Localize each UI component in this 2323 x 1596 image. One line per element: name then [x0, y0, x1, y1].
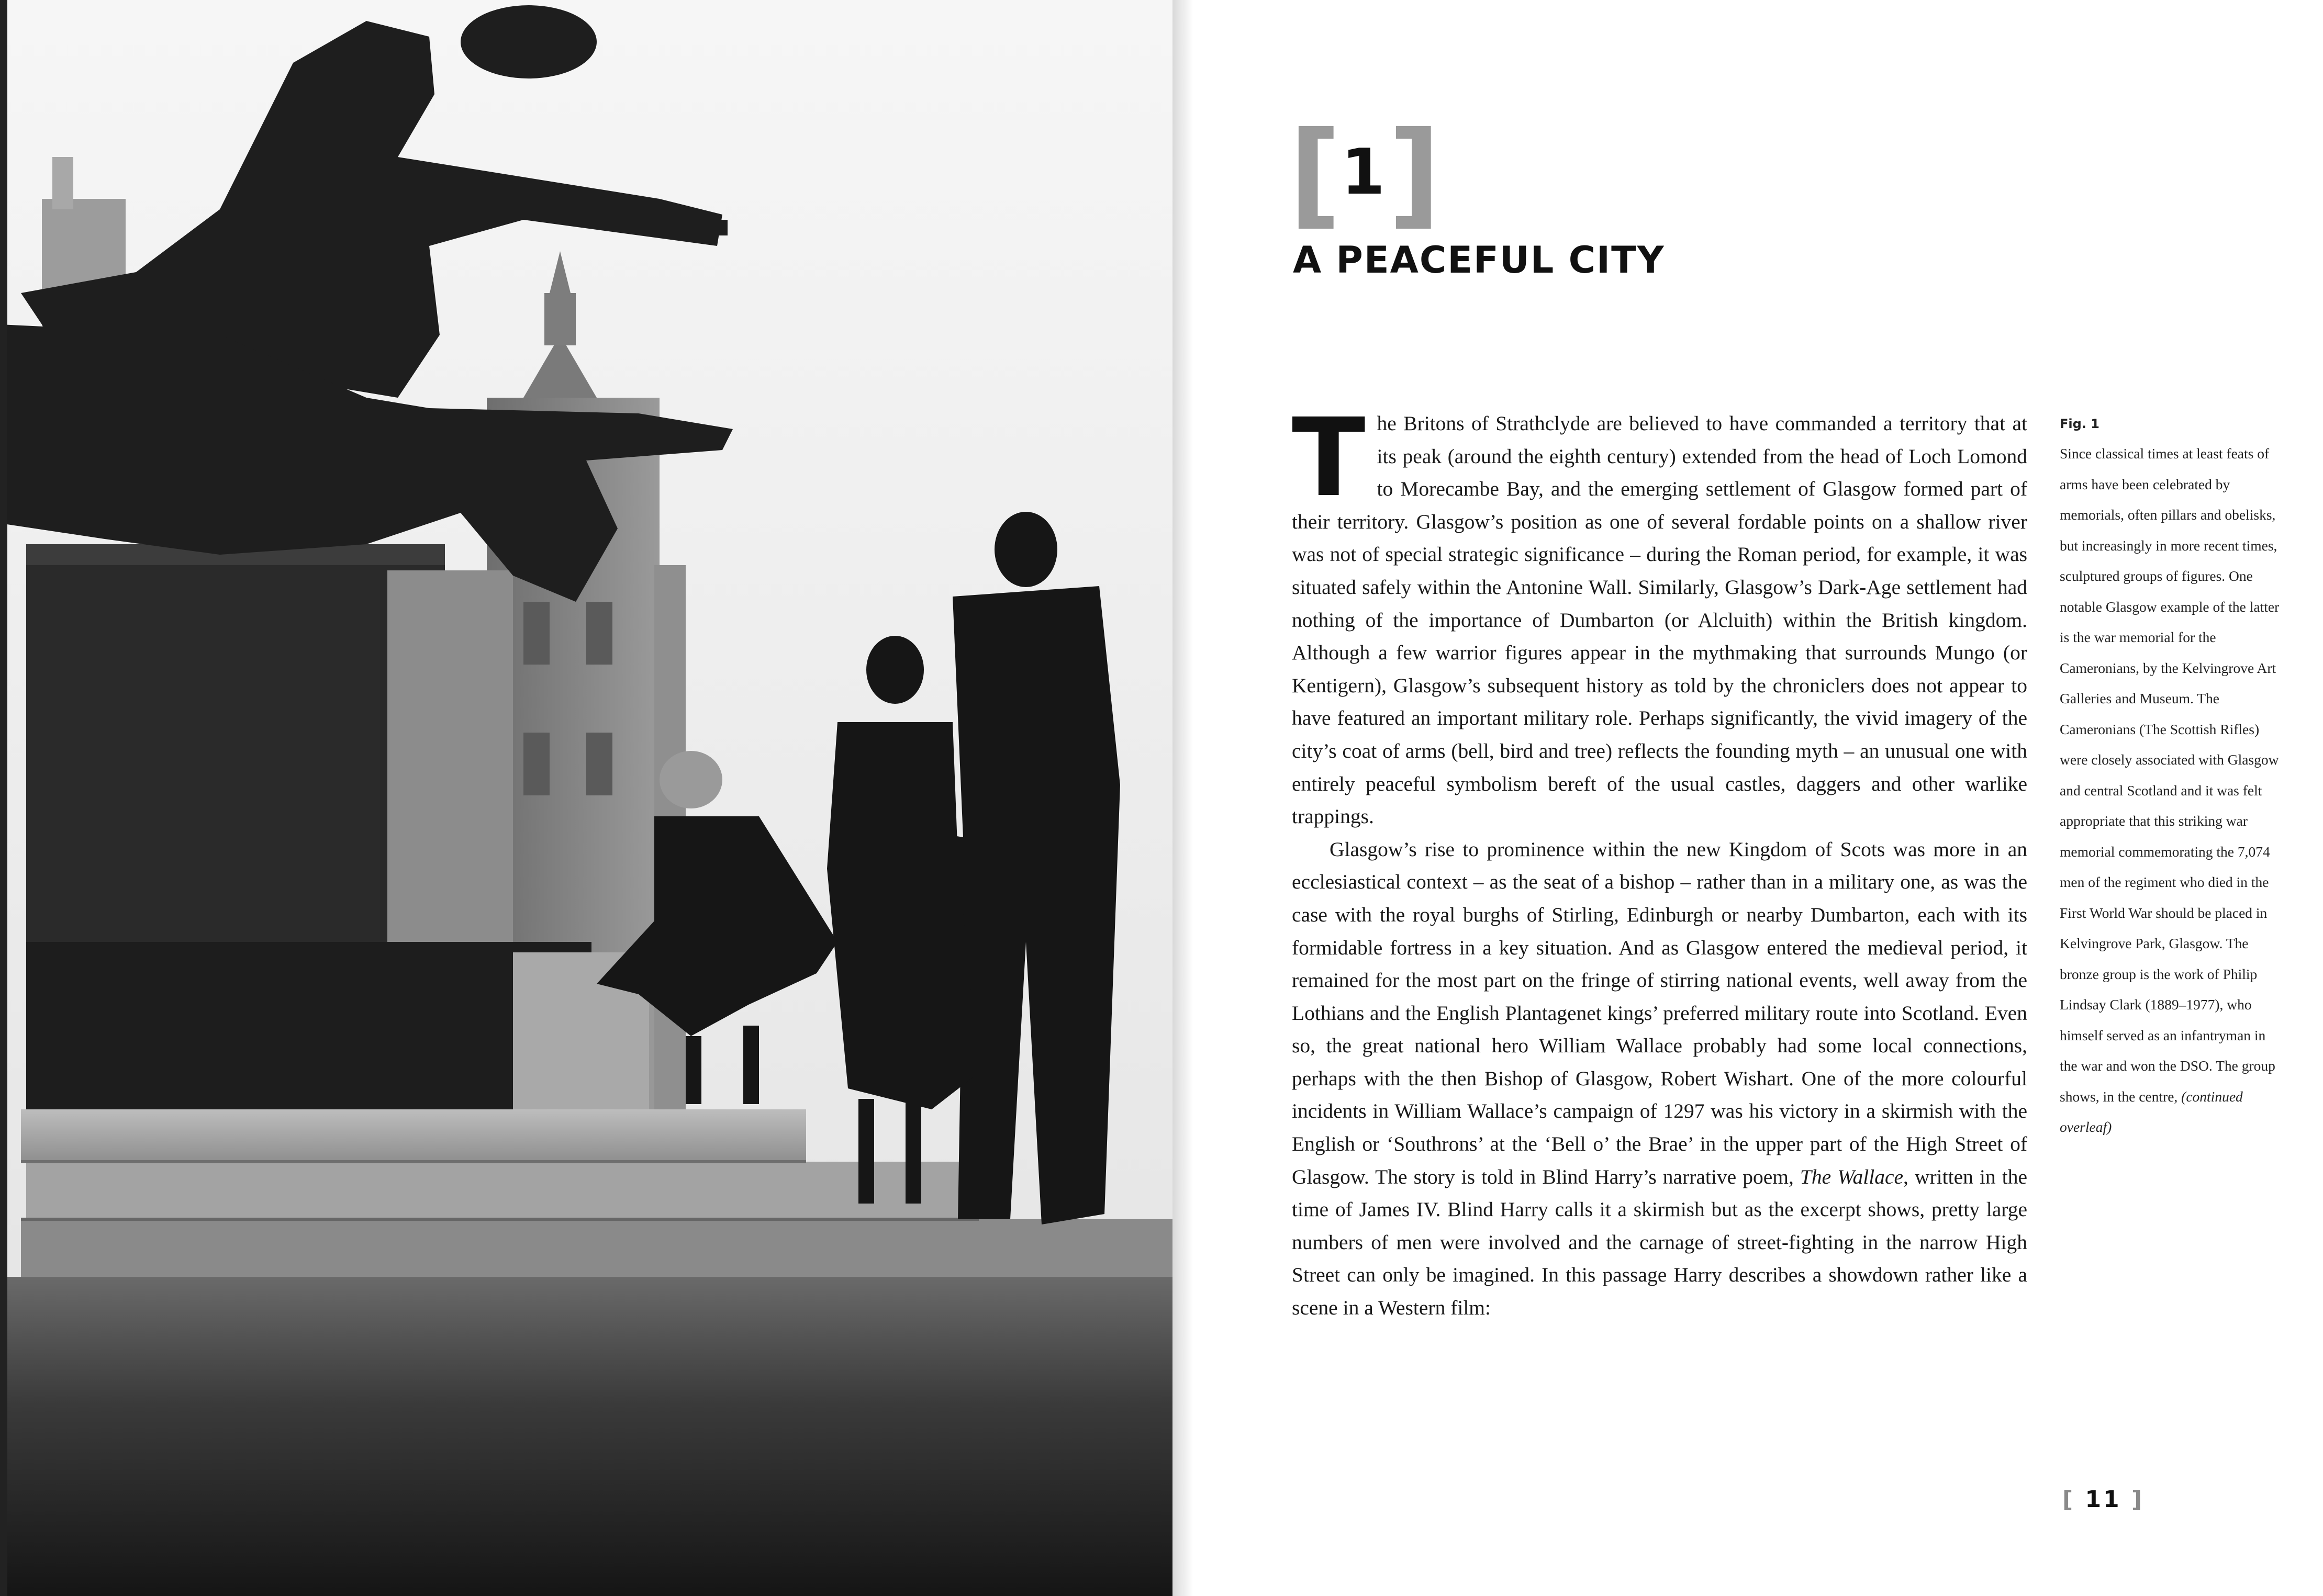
figure-caption-sidebar: [2060, 413, 2285, 1143]
figure-caption: [2060, 439, 2285, 1143]
chapter-title: A PEACEFUL CITY: [1293, 239, 1665, 282]
folio-bracket-close: ]: [2131, 1486, 2145, 1513]
chapter-bracket-open: [: [1289, 107, 1338, 241]
chapter-number: [1289, 107, 1438, 241]
drop-cap: T: [1292, 395, 1366, 521]
paragraph-2: [1292, 833, 2027, 1324]
chapter-bracket-close: ]: [1388, 107, 1438, 241]
page-number: [2062, 1486, 2144, 1513]
paragraph-1-text: he Britons of Strathclyde are believed to have commanded a territory that at its peak (around the eighth century) extended from the head of Loch Lomond to Morecambe Bay, and the emerging settlement of Glasgow formed part of their territory. Glasgow’s position as one of several fordable points on a shallow river was not of special strategic significance – during the Roman period, for example, it was situated safely within the Antonine Wall. Similarly, Glasgow’s Dark-Age settlement had nothing of the importance of Dumbarton (or Alcluith) within the British kingdom. Although a few warrior figures appear in the mythmaking that surrounds Mungo (or Kentigern), Glasgow’s subsequent history as told by the chroniclers does not appear to have featured an important military role. Perhaps significantly, the vivid imagery of the city’s coat of arms (bell, bird and tree) reflects the founding myth – an unusual one with entirely peaceful symbolism bereft of the usual castles, daggers and other warlike trappings.: [1292, 412, 2027, 828]
page-gutter: [1172, 0, 1193, 1596]
paragraph-2-text-b: , written in the time of James IV. Blind Harry calls it a skirmish but as the excerpt shows, pretty large numbers of men were involved and the carnage of street-fighting in the narrow High Street can only be imagined. In this passage Harry describes a showdown rather like a scene in a Western film:: [1292, 1165, 2028, 1320]
continued-note: (continued overleaf): [2060, 1088, 2243, 1135]
body-text: [1292, 395, 2028, 1324]
figure-label: Fig. 1: [2060, 417, 2099, 431]
grass-foreground: [0, 1277, 1172, 1596]
poem-title: The Wallace: [1800, 1165, 1904, 1188]
paragraph-2-text-a: Glasgow’s rise to prominence within the new Kingdom of Scots was more in an ecclesiastical context – as the seat of a bishop – rather than in a military one, as was the case with the royal burghs of Stirling, Edinburgh or nearby Dumbarton, each with its formidable fortress in a key situation. And as Glasgow entered the medieval period, it remained for the most part on the fringe of stirring national events, well away from the Lothians and the English Plantagenet kings’ preferred military route into Scotland. Even so, the great national hero William Wallace probably had some local connections, perhaps with the then Bishop of Glasgow, Robert Wishart. One of the more colourful incidents in William Wallace’s campaign of 1297 was his victory in a skirmish with the English or ‘Southrons’ at the ‘Bell o’ the Brae’ in the upper part of the High Street of Glasgow. The story is told in Blind Harry’s narrative poem,: [1292, 837, 2027, 1188]
folio-number: 11: [2085, 1486, 2121, 1513]
folio-bracket-open: [: [2062, 1486, 2075, 1513]
chapter-digit: 1: [1341, 136, 1386, 209]
page-edge-shadow: [0, 0, 7, 1596]
paragraph-1: [1292, 395, 2027, 833]
figure-caption-text: Since classical times at least feats of arms have been celebrated by memorials, often pillars and obelisks, but increasingly in more recent times, sculptured groups of figures. One notable Glasgow example of the latter is the war memorial for the Cameronians, by the Kelvingrove Art Galleries and Museum. The Cameronians (The Scottish Rifles) were closely associated with Glasgow and central Scotland and it was felt appropriate that this striking war memorial commemorating the 7,074 men of the regiment who died in the First World War should be placed in Kelvingrove Park, Glasgow. The bronze group is the work of Philip Lindsay Clark (1889–1977), who himself served as an infantryman in the war and won the DSO. The group shows, in the centre,: [2060, 445, 2280, 1105]
